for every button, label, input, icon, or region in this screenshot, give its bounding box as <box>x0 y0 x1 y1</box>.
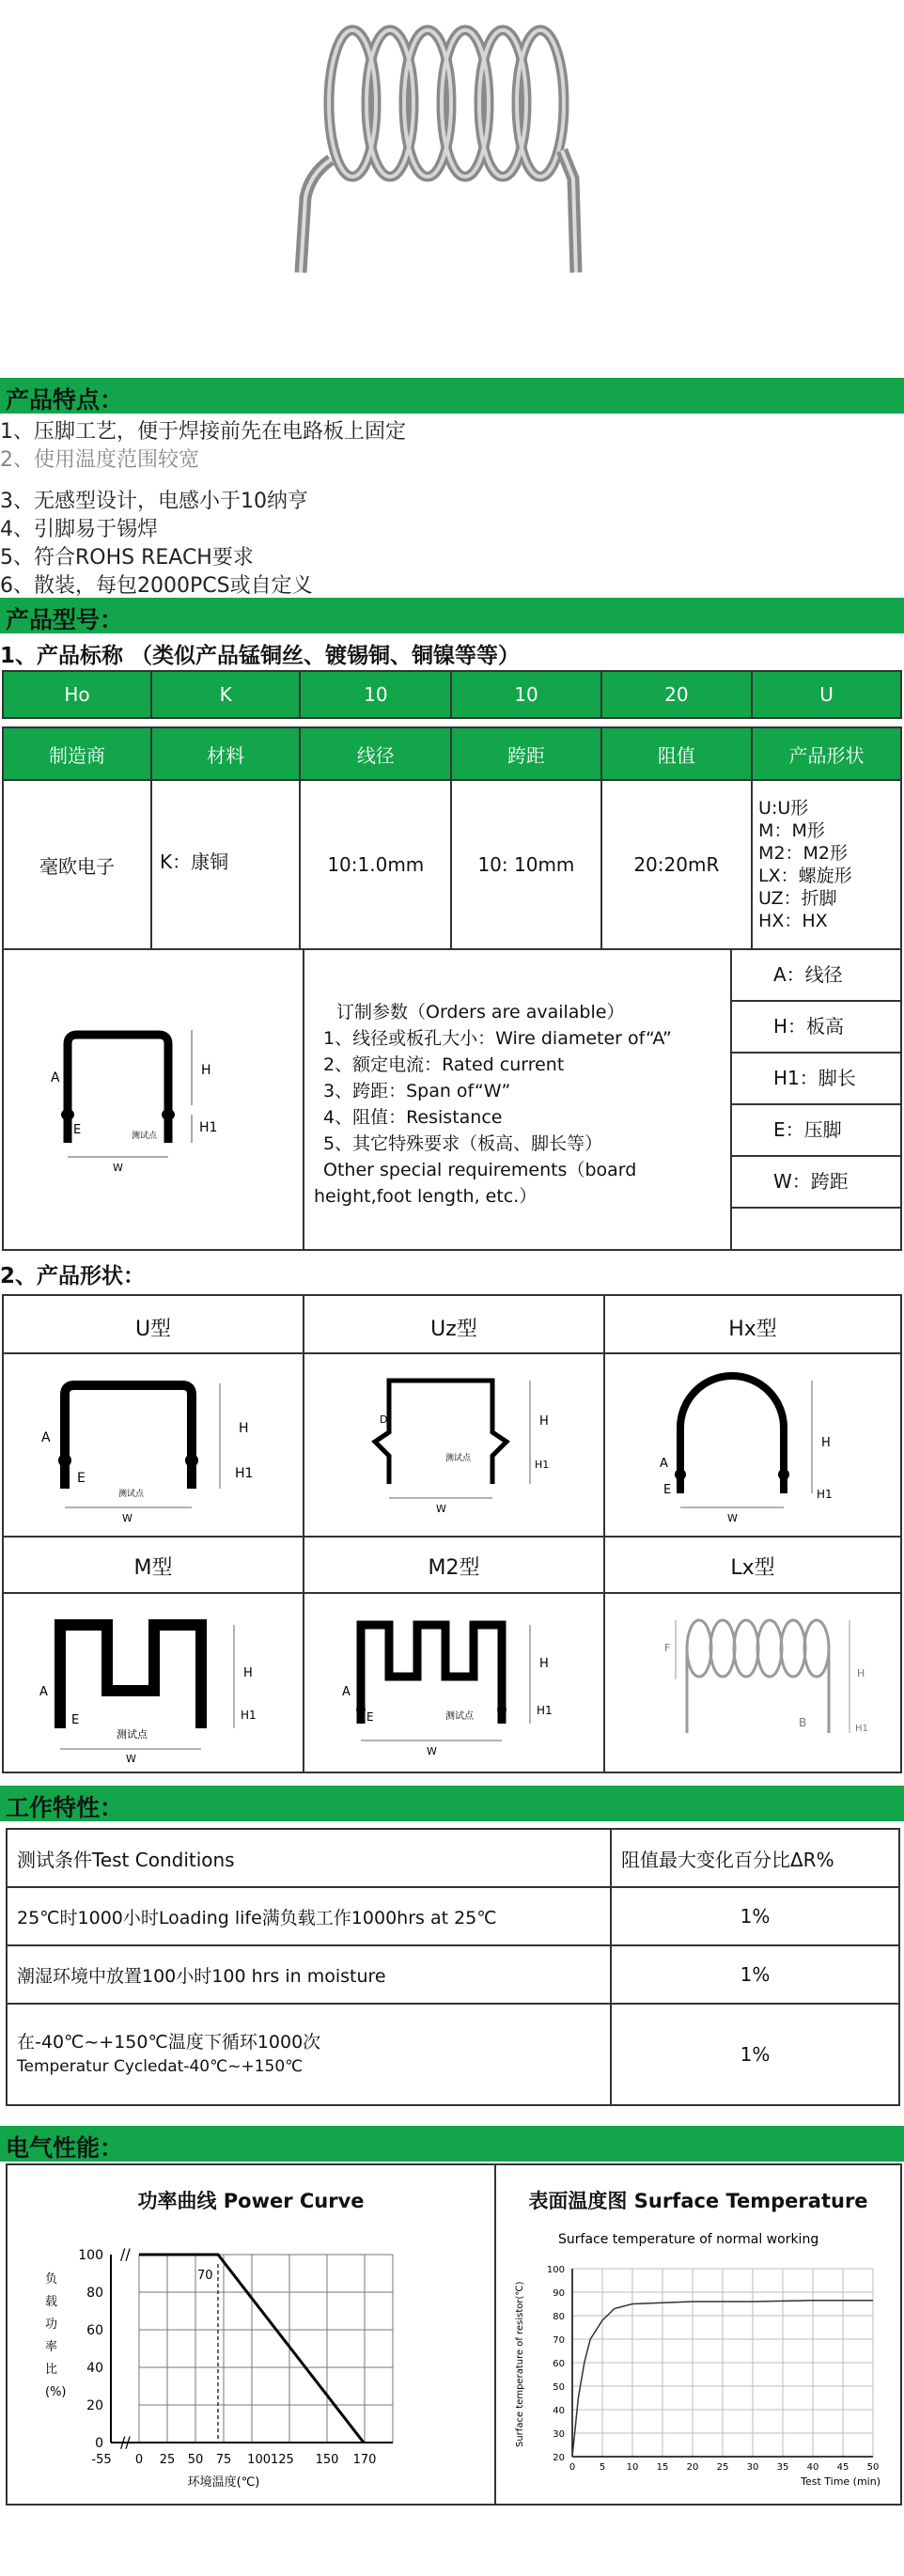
x-tick-label: -55 <box>91 2453 112 2467</box>
m2-type-diagram <box>333 1606 586 1766</box>
code-cell: K <box>151 671 300 718</box>
x-tick-label: 15 <box>656 2462 669 2473</box>
value-cell: K：康铜 <box>151 780 300 949</box>
elec-title: 电气性能： <box>6 2134 124 2162</box>
y-axis-label: 率 <box>45 2340 58 2354</box>
order-param: height,foot length, etc.） <box>314 1186 538 1207</box>
y-tick-label: 30 <box>553 2429 565 2440</box>
label-h: H <box>821 1436 831 1450</box>
label-a: A <box>342 1685 351 1699</box>
work-row <box>7 2004 899 2105</box>
feature-item: 2、使用温度范围较宽 <box>0 448 199 472</box>
label-h1: H1 <box>235 1466 254 1481</box>
order-param: 1、线径或板孔大小：Wire diameter of“A” <box>323 1028 672 1049</box>
y-tick-label: 0 <box>95 2436 103 2451</box>
y-tick-label: 70 <box>553 2335 565 2346</box>
y-tick-label: 100 <box>78 2248 103 2263</box>
label-e: E <box>73 1123 82 1137</box>
shape-subtitle: 2、产品形状： <box>0 1264 146 1288</box>
model-table <box>2 670 902 950</box>
x-tick-label: 170 <box>352 2453 377 2467</box>
label-a: A <box>660 1457 668 1471</box>
work-header-cell: 阻值最大变化百分比ΔR% <box>611 1829 899 1887</box>
x-tick-label: 45 <box>836 2462 849 2473</box>
order-param: 订制参数（Orders are available） <box>336 1002 625 1023</box>
shape-code: LX：螺旋形 <box>758 866 852 886</box>
label-test-point: 测试点 <box>445 1454 472 1463</box>
order-param: 3、跨距：Span of“W” <box>323 1081 511 1101</box>
label-h1: H1 <box>537 1704 553 1717</box>
order-param: 2、额定电流：Rated current <box>323 1054 565 1075</box>
label-b: B <box>799 1716 807 1729</box>
header-cell: 制造商 <box>3 727 151 780</box>
x-tick-label: 0 <box>569 2462 576 2473</box>
header-cell: 材料 <box>151 727 300 780</box>
x-tick-label: 20 <box>686 2462 699 2473</box>
label-e: E <box>366 1710 374 1724</box>
shape-name-lx: Lx型 <box>730 1556 775 1580</box>
y-tick-label: 80 <box>86 2286 103 2301</box>
value-cell: 毫欧电子 <box>3 780 151 949</box>
header-cell: 阻值 <box>601 727 752 780</box>
label-w: W <box>436 1503 446 1515</box>
y-axis-label: Surface temperature of resistor(℃) <box>515 2281 525 2447</box>
feature-item: 4、引脚易于锡焊 <box>0 518 158 541</box>
y-tick-label: 80 <box>553 2312 565 2322</box>
header-cell: 跨距 <box>451 727 600 780</box>
shape-code: HX：HX <box>758 911 828 931</box>
order-block <box>2 950 902 1251</box>
work-row <box>7 1887 899 1945</box>
label-e: E <box>663 1483 672 1497</box>
shape-name-u: U型 <box>134 1318 172 1341</box>
legend-item: A：线径 <box>732 950 902 1002</box>
shape-code: M：M形 <box>758 820 825 841</box>
label-test-point: 测试点 <box>117 1728 148 1741</box>
y-tick-label: 20 <box>86 2398 103 2413</box>
work-header-row <box>7 1829 899 1887</box>
label-test-point: 测试点 <box>445 1711 474 1722</box>
label-e: E <box>71 1713 80 1727</box>
shape-list-cell <box>752 780 901 949</box>
x-axis-label: Test Time (min) <box>801 2475 881 2488</box>
label-h1: H1 <box>535 1459 550 1471</box>
code-cell: 10 <box>451 671 600 718</box>
y-tick-label: 60 <box>86 2323 103 2338</box>
x-tick-label: 25 <box>159 2453 176 2467</box>
order-params <box>314 999 727 1210</box>
axis-break-mark: // <box>120 2433 131 2451</box>
legend-list <box>732 950 902 1246</box>
label-h1: H1 <box>241 1709 257 1722</box>
features-title: 产品特点： <box>6 386 124 414</box>
label-w: W <box>427 1745 437 1757</box>
label-test-point: 测试点 <box>132 1132 158 1141</box>
y-axis-label: 功 <box>45 2318 58 2332</box>
surface-temperature-chart <box>502 2217 896 2499</box>
y-tick-label: 40 <box>86 2361 103 2376</box>
feature-item: 1、压脚工艺，便于焊接前先在电路板上固定 <box>0 420 406 444</box>
label-h1: H1 <box>855 1724 868 1734</box>
x-tick-label: 40 <box>806 2462 819 2473</box>
work-table <box>6 1828 900 2106</box>
feature-item: 6、散装，每包2000PCS或自定义 <box>0 574 313 598</box>
power-curve-chart <box>45 2217 459 2490</box>
power-chart-title: 功率曲线 Power Curve <box>137 2190 365 2212</box>
shape-code: UZ：折脚 <box>758 888 837 909</box>
label-test-point: 测试点 <box>118 1490 145 1499</box>
feature-item: 5、符合ROHS REACH要求 <box>0 546 254 570</box>
u-type-diagram <box>32 1366 286 1526</box>
work-row <box>7 1945 899 2004</box>
code-cell: U <box>752 671 901 718</box>
work-header-cell: 测试条件Test Conditions <box>7 1829 611 1887</box>
x-tick-label: 50 <box>866 2462 880 2473</box>
axis-break-mark: // <box>120 2245 131 2263</box>
x-tick-label: 0 <box>134 2453 144 2467</box>
order-param: 4、阻值：Resistance <box>323 1107 503 1128</box>
legend-item <box>732 1209 902 1246</box>
value-row <box>3 780 901 949</box>
y-tick-label: 40 <box>553 2406 565 2416</box>
y-tick-label: 90 <box>553 2288 565 2299</box>
work-condition: 潮湿环境中放置100小时100 hrs in moisture <box>7 1945 611 2004</box>
order-param: 5、其它特殊要求（板高、脚长等） <box>323 1133 603 1154</box>
legend-item: W：跨距 <box>732 1157 902 1209</box>
code-cell: 10 <box>300 671 451 718</box>
uz-type-diagram <box>333 1366 586 1526</box>
x-tick-label: 150 <box>315 2453 339 2467</box>
work-condition-line: 在-40℃~+150℃温度下循环1000次 <box>17 2032 321 2053</box>
surface-chart-title: 表面温度图 Surface Temperature <box>528 2190 868 2212</box>
label-h1: H1 <box>817 1488 833 1501</box>
header-cell: 线径 <box>300 727 451 780</box>
label-a: A <box>41 1430 51 1445</box>
product-photo <box>263 9 639 291</box>
order-param: Other special requirements（board <box>323 1160 637 1180</box>
y-tick-label: 20 <box>553 2453 565 2463</box>
x-tick-label: 10 <box>626 2462 639 2473</box>
annotation-70: 70 <box>197 2269 213 2283</box>
label-a: A <box>51 1070 60 1085</box>
model-title: 产品型号： <box>6 606 124 633</box>
header-row <box>3 727 901 780</box>
label-h: H <box>243 1666 253 1680</box>
label-h: H <box>239 1421 249 1436</box>
shape-name-m: M型 <box>133 1556 173 1580</box>
code-row <box>3 671 901 718</box>
label-w: W <box>113 1162 123 1174</box>
shape-name-m2: M2型 <box>428 1556 480 1580</box>
x-axis-label: 环境温度(℃) <box>187 2475 260 2490</box>
model-subtitle: 1、产品标称 （类似产品锰铜丝、镀锡铜、铜镍等等） <box>0 644 521 668</box>
charts-box <box>6 2163 902 2506</box>
work-condition-line: Temperatur Cycledat-40℃~+150℃ <box>17 2057 304 2076</box>
hx-type-diagram <box>633 1362 887 1531</box>
y-tick-label: 100 <box>546 2265 565 2275</box>
work-condition: 25℃时1000小时Loading life满负载工作1000hrs at 25℃ <box>7 1887 611 1945</box>
work-value: 1% <box>611 1887 899 1945</box>
surface-chart-subtitle: Surface temperature of normal working <box>558 2232 819 2247</box>
label-w: W <box>126 1753 136 1765</box>
m-type-diagram <box>32 1606 286 1766</box>
code-cell: 20 <box>601 671 752 718</box>
value-cell: 20:20mR <box>601 780 752 949</box>
header-cell: 产品形状 <box>752 727 901 780</box>
label-e: E <box>77 1471 86 1486</box>
x-tick-label: 25 <box>716 2462 729 2473</box>
label-w: W <box>122 1512 132 1524</box>
x-tick-label: 5 <box>599 2462 606 2473</box>
lx-type-diagram <box>633 1606 887 1766</box>
shape-code: U:U形 <box>758 798 809 819</box>
legend-item: E：压脚 <box>732 1105 902 1157</box>
feature-item: 3、无感型设计，电感小于10纳亨 <box>0 490 308 513</box>
y-axis-label: 载 <box>45 2295 58 2309</box>
label-a: A <box>39 1685 48 1699</box>
u-shape-diagram <box>41 1016 267 1176</box>
label-f: F <box>664 1642 671 1654</box>
x-tick-label: 75 <box>215 2453 232 2467</box>
y-axis-label: (%) <box>45 2385 67 2399</box>
work-condition <box>7 2004 611 2105</box>
y-tick-label: 50 <box>553 2382 565 2393</box>
legend-item: H：板高 <box>732 1002 902 1054</box>
code-cell: Ho <box>3 671 151 718</box>
label-h1: H1 <box>199 1120 218 1135</box>
label-h: H <box>857 1667 865 1679</box>
x-tick-label: 30 <box>746 2462 759 2473</box>
shape-code: M2：M2形 <box>758 843 849 864</box>
label-w: W <box>727 1512 738 1524</box>
y-axis-label: 比 <box>45 2363 58 2377</box>
label-h: H <box>201 1063 211 1078</box>
work-value: 1% <box>611 1945 899 2004</box>
shape-name-uz: Uz型 <box>430 1318 477 1341</box>
work-header-bar <box>0 1786 904 1821</box>
work-title: 工作特性： <box>6 1794 124 1821</box>
value-cell: 10: 10mm <box>451 780 600 949</box>
y-axis-label: 负 <box>45 2272 58 2287</box>
label-h: H <box>539 1414 549 1429</box>
work-value: 1% <box>611 2004 899 2105</box>
y-tick-label: 60 <box>553 2359 565 2369</box>
shapes-grid <box>2 1294 902 1773</box>
legend-item: H1：脚长 <box>732 1054 902 1105</box>
shape-name-hx: Hx型 <box>728 1318 777 1341</box>
x-tick-label: 100125 <box>247 2453 294 2467</box>
elec-header-bar <box>0 2126 904 2162</box>
model-header-bar <box>0 598 904 633</box>
label-h: H <box>539 1657 549 1671</box>
features-header-bar <box>0 378 904 414</box>
label-d: D <box>380 1413 388 1426</box>
value-cell: 10:1.0mm <box>300 780 451 949</box>
x-tick-label: 35 <box>776 2462 789 2473</box>
x-tick-label: 50 <box>187 2453 204 2467</box>
